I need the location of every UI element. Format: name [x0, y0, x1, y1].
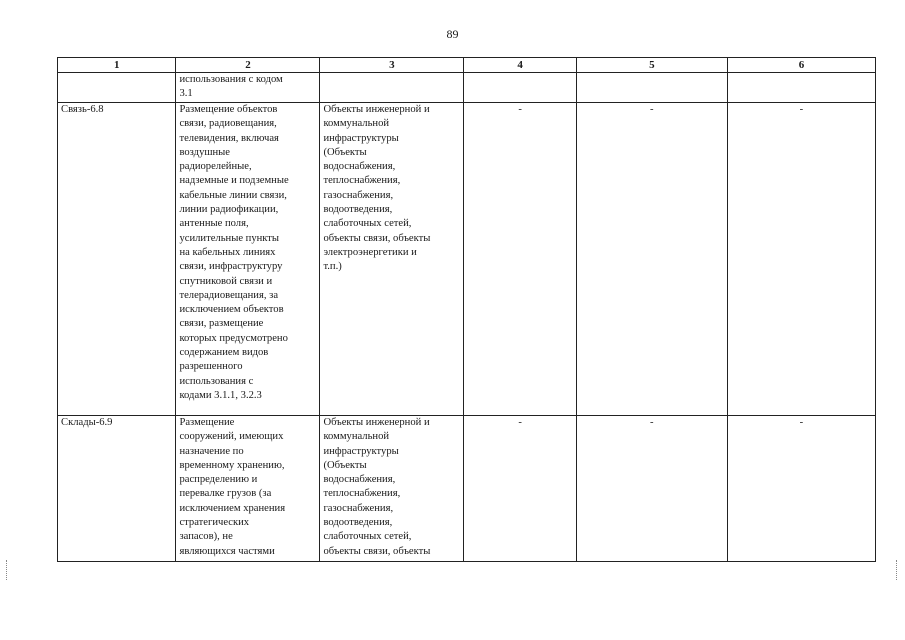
cell-text: -: [650, 417, 654, 428]
cell-text: -: [650, 104, 654, 115]
cell-text: Размещение объектов связи, радиовещания, телевидения, включая воздушные радиорелейные, надземные и подземные кабельные линии связи, линии радиофикации, антенные поля, усилительные пункты на кабельных линиях связи, инфраструктуру спутниковой связи и телерадиовещания, за исключением объектов связи, размещение которых предусмотрено содержанием видов разрешенного использования с кодами 3.1.1, 3.2.3: [179, 104, 289, 401]
cell-col6: [727, 416, 875, 562]
cell-text: -: [799, 104, 804, 115]
cell-col5: [576, 416, 727, 562]
header-col-5: 5: [576, 58, 727, 73]
cell-text: -: [518, 104, 522, 115]
scan-margin-mark-right: [896, 560, 899, 580]
cell-objects: [320, 416, 464, 562]
header-col-4: 4: [464, 58, 576, 73]
page-number: 89: [446, 27, 459, 41]
header-col-1: 1: [58, 58, 176, 73]
zoning-table: [57, 57, 876, 562]
cell-text: Склады-6.9: [61, 417, 113, 428]
cell-col4: [464, 103, 576, 416]
cell-text: -: [799, 417, 804, 428]
cell-use-name: [58, 416, 176, 562]
header-col-2: 2: [176, 58, 320, 73]
cell-use-name: [58, 103, 176, 416]
cell-text: Объекты инженерной и коммунальной инфраструктуры (Объекты водоснабжения, теплоснабжения, газоснабжения, водоотведения, слаботочных сетей, объекты связи, объекты электроэнергетики и т.п.): [323, 104, 431, 273]
cell-description: [176, 73, 320, 103]
table-row: [58, 416, 876, 562]
cell-col5: [576, 103, 727, 416]
cell-objects: [320, 103, 464, 416]
table-row: [58, 103, 876, 416]
cell-use-name: [58, 73, 176, 103]
scan-margin-mark-left: [6, 560, 9, 580]
cell-col4: [464, 416, 576, 562]
header-col-3: 3: [320, 58, 464, 73]
cell-col5: [576, 73, 727, 103]
cell-objects: [320, 73, 464, 103]
cell-col6: [727, 73, 875, 103]
cell-description: [176, 103, 320, 416]
cell-text: Связь-6.8: [61, 104, 104, 115]
header-row: [58, 58, 876, 73]
cell-text: использования с кодом 3.1: [179, 74, 283, 100]
cell-text: Размещение сооружений, имеющих назначение по временному хранению, распределению и перевалке грузов (за исключением хранения стратегических запасов), не являющихся частями: [179, 417, 286, 557]
header-col-6: 6: [727, 58, 875, 73]
cell-text: -: [518, 417, 522, 428]
cell-description: [176, 416, 320, 562]
cell-col4: [464, 73, 576, 103]
cell-col6: [727, 103, 875, 416]
table-row: [58, 73, 876, 103]
cell-text: Объекты инженерной и коммунальной инфраструктуры (Объекты водоснабжения, теплоснабжения, газоснабжения, водоотведения, слаботочных сетей, объекты связи, объекты: [323, 417, 431, 557]
